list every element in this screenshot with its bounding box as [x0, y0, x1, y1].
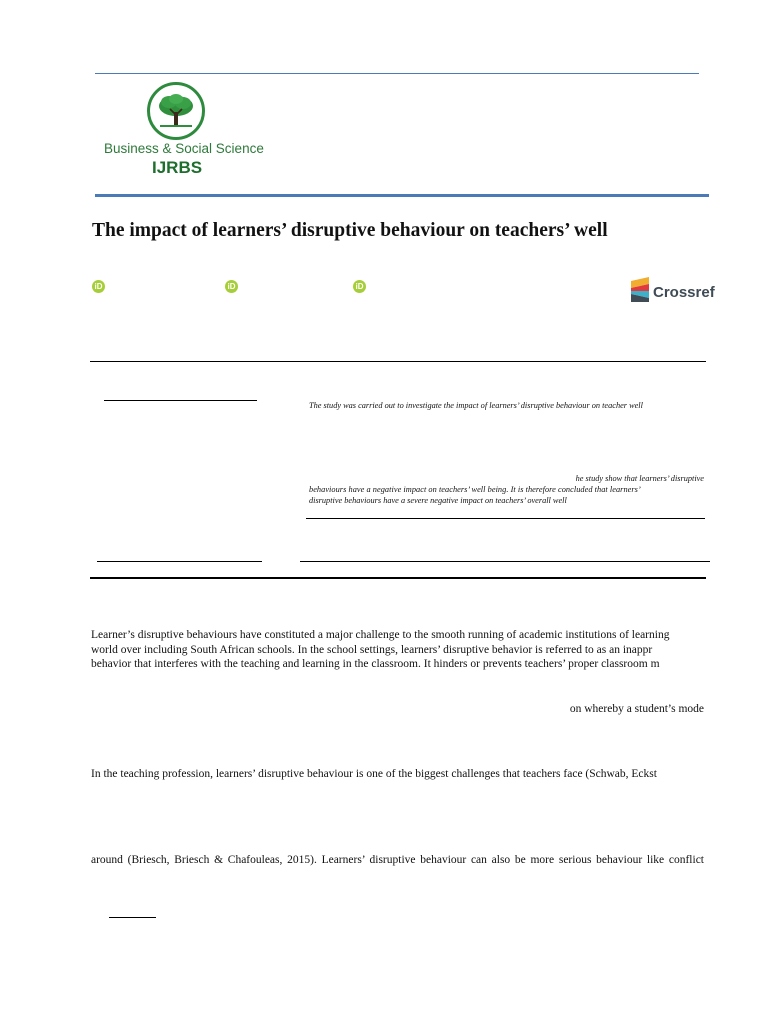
header-top-rule — [95, 73, 699, 74]
tree-logo-icon — [147, 82, 205, 140]
body-paragraph-1-line-3: behavior that interferes with the teaching and learning in the classroom. It hinders or prevents teachers’ proper classroom m — [91, 658, 660, 670]
abstract-line-2: he study show that learners’ disruptive — [575, 474, 704, 483]
body-paragraph-1-line-1: Learner’s disruptive behaviours have constituted a major challenge to the smooth running of academic institutions of learning — [91, 629, 670, 641]
abstract-line-4: disruptive behaviours have a severe negative impact on teachers’ overall well — [309, 496, 567, 505]
body-paragraph-2-line-1: In the teaching profession, learners’ disruptive behaviour is one of the biggest challenges that teachers face (Schwab, Eckst — [91, 768, 657, 780]
orcid-icon[interactable]: iD — [225, 280, 238, 293]
abstract-line-3: behaviours have a negative impact on teachers’ well being. It is therefore concluded that learners’ — [309, 485, 641, 494]
orcid-icon[interactable]: iD — [353, 280, 366, 293]
crossref-label[interactable]: Crossref — [653, 284, 715, 301]
info-bottom-rule — [90, 577, 706, 579]
header-blue-band — [95, 194, 709, 197]
info-top-rule — [90, 361, 706, 362]
body-paragraph-3-line-1: around (Briesch, Briesch & Chafouleas, 2015). Learners’ disruptive behaviour can also be more serious behaviour like conflict — [91, 854, 704, 866]
abstract-line-1: The study was carried out to investigate the impact of learners’ disruptive behaviour on teacher well — [309, 401, 643, 410]
keywords-rule-right — [300, 561, 710, 562]
keywords-rule-left — [97, 561, 262, 562]
footnote-rule — [109, 917, 156, 918]
body-paragraph-1-fragment: on whereby a student’s mode — [569, 703, 704, 715]
journal-name: Business & Social Science — [104, 141, 264, 156]
article-info-rule — [104, 400, 257, 401]
article-title: The impact of learners’ disruptive behaviour on teachers’ well — [92, 220, 608, 241]
crossref-icon[interactable] — [631, 277, 651, 302]
journal-abbreviation: IJRBS — [152, 158, 203, 177]
orcid-icon[interactable]: iD — [92, 280, 105, 293]
abstract-bottom-rule — [306, 518, 705, 519]
body-paragraph-1-line-2: world over including South African schools. In the school settings, learners’ disruptive behavior is referred to as an inappr — [91, 644, 653, 656]
